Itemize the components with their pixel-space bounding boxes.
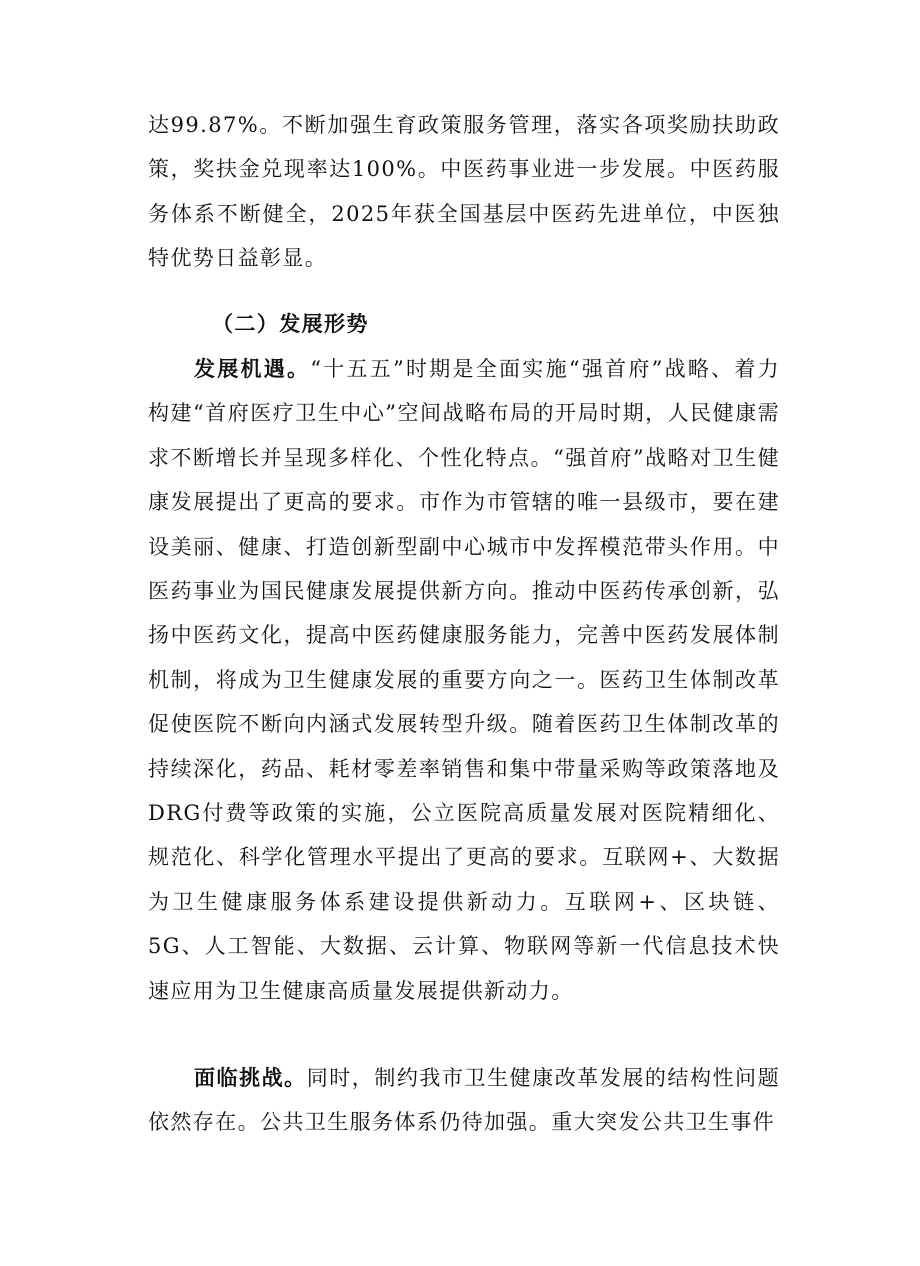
paragraph-development-opportunities <box>148 347 780 1013</box>
paragraph-population-and-tcm <box>148 103 780 281</box>
paragraph-text: “十五五”时期是全面实施“强首府”战略、着力构建“首府医疗卫生中心”空间战略布局的开局时期，人民健康需求不断增长并呈现多样化、个性化特点。“强首府”战略对卫生健康发展提出了更高的要求。市作为市管辖的唯一县级市，要在建设美丽、健康、打造创新型副中心城市中发挥模范带头作用。中医药事业为国民健康发展提供新方向。推动中医药传承创新，弘扬中医药文化，提高中医药健康服务能力，完善中医药发展体制机制，将成为卫生健康发展的重要方向之一。医药卫生体制改革促使医院不断向内涵式发展转型升级。随着医药卫生体制改革的持续深化，药品、耗材零差率销售和集中带量采购等政策落地及DRG付费等政策的实施，公立医院高质量发展对医院精细化、规范化、科学化管理水平提出了更高的要求。互联网+、大数据为卫生健康服务体系建设提供新动力。互联网+、区块链、5G、人工智能、大数据、云计算、物联网等新一代信息技术快速应用为卫生健康高质量发展提供新动力。 <box>148 357 780 1003</box>
paragraph-lead-opportunities: 发展机遇。 <box>194 356 311 381</box>
paragraph-lead-challenges: 面临挑战。 <box>194 1065 307 1090</box>
paragraph-text: 达99.87%。不断加强生育政策服务管理，落实各项奖励扶助政策，奖扶金兑现率达100%。中医药事业进一步发展。中医药服务体系不断健全，2025年获全国基层中医药先进单位，中医独特优势日益彰显。 <box>148 113 780 271</box>
paragraph-text: 同时，制约我市卫生健康改革发展的结构性问题依然存在。公共卫生服务体系仍待加强。重大突发公共卫生事件 <box>148 1066 780 1135</box>
section-heading: （二）发展形势 <box>212 311 369 336</box>
paragraph-challenges <box>148 1056 780 1145</box>
